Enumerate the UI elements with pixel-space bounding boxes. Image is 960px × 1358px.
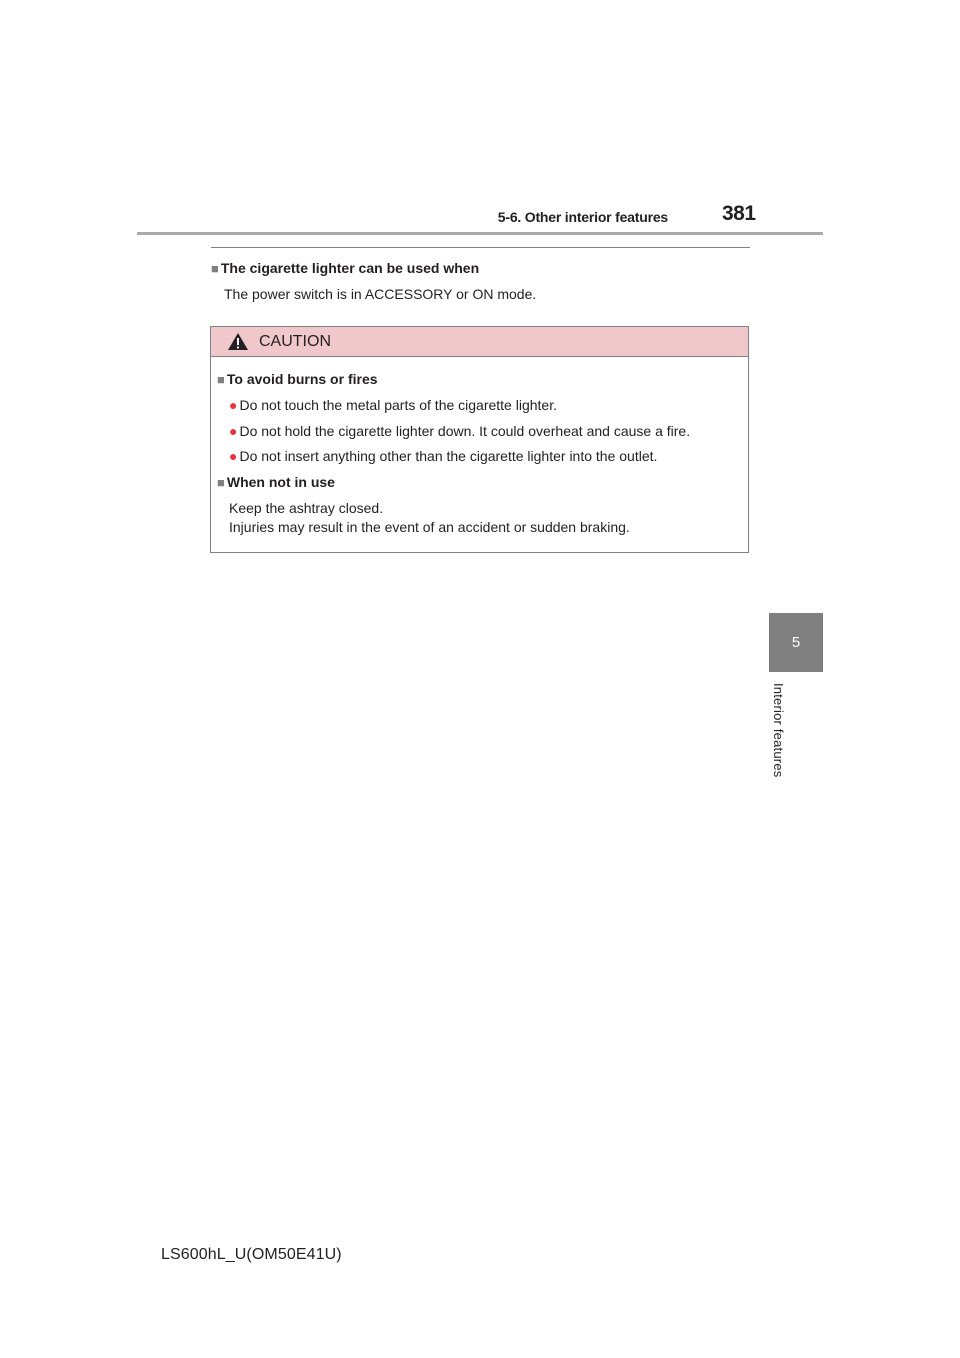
bullet-dot-icon: ● [229,448,238,464]
caution-box [210,326,749,553]
caution-text-line: Keep the ashtray closed. [229,500,384,516]
warning-triangle-icon [227,332,249,351]
caution-bullet-text: Do not insert anything other than the cigarette lighter into the outlet. [239,448,658,464]
chapter-title: Interior features [771,683,786,778]
note-heading-text: The cigarette lighter can be used when [220,260,480,276]
square-marker-icon: ■ [217,372,225,387]
bullet-dot-icon: ● [229,397,238,413]
caution-section-heading [217,371,378,387]
square-marker-icon: ■ [217,475,225,490]
note-body: The power switch is in ACCESSORY or ON mode. [224,286,537,302]
caution-bullet [229,423,690,439]
footer-model-code: LS600hL_U(OM50E41U) [161,1246,342,1263]
bullet-dot-icon: ● [229,423,238,439]
chapter-tab [769,613,823,672]
page-number: 381 [722,202,756,225]
caution-bullet [229,397,557,413]
caution-section-heading [217,474,335,490]
caution-section-heading-text: When not in use [226,474,335,490]
square-marker-icon: ■ [211,261,219,276]
caution-bullet [229,448,657,464]
caution-bullet-text: Do not touch the metal parts of the cigarette lighter. [239,397,557,413]
caution-bullet-text: Do not hold the cigarette lighter down. It could overheat and cause a fire. [239,423,691,439]
header-section-title: 5-6. Other interior features [497,209,668,225]
content-rule [211,247,750,248]
caution-text-line: Injuries may result in the event of an accident or sudden braking. [229,519,630,535]
note-heading [211,260,479,276]
caution-section-heading-text: To avoid burns or fires [226,371,378,387]
caution-header [211,327,748,357]
caution-title: CAUTION [259,332,331,350]
chapter-number: 5 [791,634,801,651]
header-rule [137,232,823,235]
